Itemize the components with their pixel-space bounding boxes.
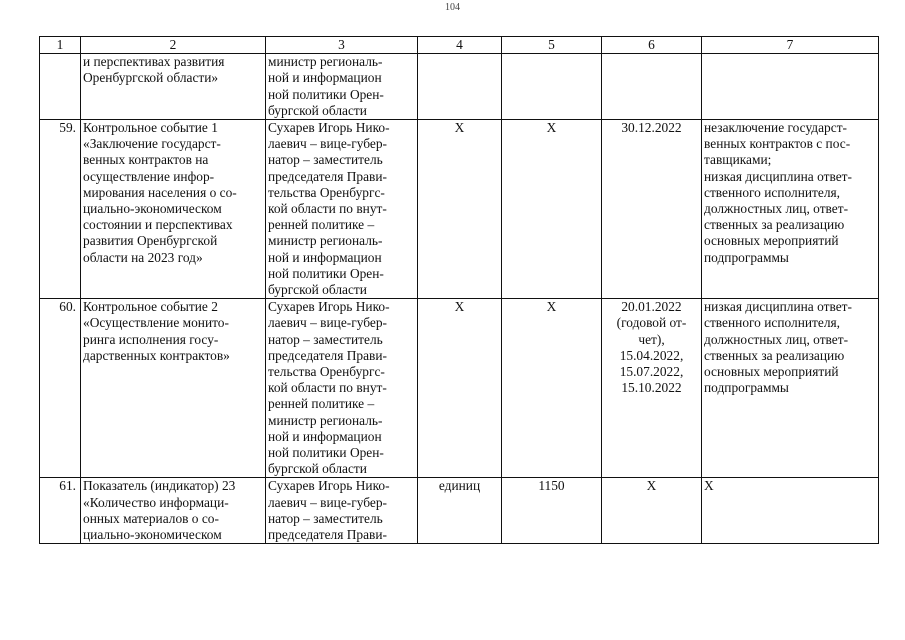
header-cell: 7 xyxy=(702,37,879,54)
responsible-person-line: ренней политике – xyxy=(268,396,375,412)
responsible-person-line: бургской области xyxy=(268,282,367,298)
responsible-person-line: ной политики Орен- xyxy=(268,445,384,461)
table-row xyxy=(40,478,879,544)
risk-cell xyxy=(702,54,879,120)
risk-cell xyxy=(702,120,879,299)
risk-cell-line: ственного исполнителя, xyxy=(704,315,841,331)
date-cell xyxy=(602,478,702,544)
risk-cell-line: подпрограммы xyxy=(704,249,789,265)
date-cell-line: 15.10.2022 xyxy=(621,380,682,396)
page-number: 104 xyxy=(445,2,460,13)
event-description-line: «Количество информаци- xyxy=(83,494,229,510)
unit-cell: Х xyxy=(418,299,502,478)
responsible-person-line: министр региональ- xyxy=(268,233,383,249)
date-cell-line: 30.12.2022 xyxy=(621,120,682,136)
risk-cell-line: Х xyxy=(704,478,714,494)
unit-cell xyxy=(418,54,502,120)
event-description-line: циально-экономическом xyxy=(83,201,222,217)
event-description-line: Контрольное событие 1 xyxy=(83,120,218,136)
event-description-line: венных контрактов на xyxy=(83,152,209,168)
responsible-person-line: ренней политике – xyxy=(268,217,375,233)
event-description xyxy=(81,54,266,120)
risk-cell-line: ственных за реализацию xyxy=(704,217,845,233)
table-row xyxy=(40,120,879,299)
event-description-line: Контрольное событие 2 xyxy=(83,299,218,315)
date-cell-line: чет), xyxy=(638,331,665,347)
responsible-person-line: натор – заместитель xyxy=(268,152,383,168)
event-description-line: мирования населения о со- xyxy=(83,184,237,200)
date-cell xyxy=(602,54,702,120)
responsible-person-line: министр региональ- xyxy=(268,54,383,70)
event-description-line: области на 2023 год» xyxy=(83,249,203,265)
responsible-person-line: Сухарев Игорь Нико- xyxy=(268,478,390,494)
risk-cell-line: незаключение государст- xyxy=(704,120,848,136)
event-description-line: Показатель (индикатор) 23 xyxy=(83,478,236,494)
risk-cell-line: венных контрактов с пос- xyxy=(704,136,851,152)
header-cell: 3 xyxy=(266,37,418,54)
document-table xyxy=(39,36,879,544)
event-description-line: осуществление инфор- xyxy=(83,168,215,184)
header-cell: 1 xyxy=(40,37,81,54)
event-description-line: и перспективах развития xyxy=(83,54,225,70)
risk-cell xyxy=(702,478,879,544)
responsible-person-line: ной и информацион xyxy=(268,249,382,265)
date-cell xyxy=(602,120,702,299)
event-description-line: ринга исполнения госу- xyxy=(83,331,219,347)
event-description-line: циально-экономическом xyxy=(83,527,222,543)
responsible-person-line: лаевич – вице-губер- xyxy=(268,136,387,152)
responsible-person-line: тельства Оренбургс- xyxy=(268,364,385,380)
row-number: 61. xyxy=(40,478,81,544)
responsible-person-line: Сухарев Игорь Нико- xyxy=(268,120,390,136)
event-description-line: «Осуществление монито- xyxy=(83,315,229,331)
risk-cell-line: подпрограммы xyxy=(704,380,789,396)
date-cell-line: 15.07.2022, xyxy=(619,364,684,380)
responsible-person xyxy=(266,120,418,299)
risk-cell-line: должностных лиц, ответ- xyxy=(704,201,849,217)
responsible-person-line: бургской области xyxy=(268,102,367,118)
risk-cell-line: тавщиками; xyxy=(704,152,772,168)
responsible-person-line: министр региональ- xyxy=(268,412,383,428)
table-row xyxy=(40,299,879,478)
event-description-line: состоянии и перспективах xyxy=(83,217,233,233)
value-cell: Х xyxy=(502,299,602,478)
responsible-person-line: кой области по внут- xyxy=(268,380,387,396)
table-header-row xyxy=(40,37,879,54)
header-cell: 4 xyxy=(418,37,502,54)
event-description-line: Оренбургской области» xyxy=(83,70,219,86)
header-cell: 2 xyxy=(81,37,266,54)
date-cell xyxy=(602,299,702,478)
responsible-person-line: ной политики Орен- xyxy=(268,86,384,102)
responsible-person-line: председателя Прави- xyxy=(268,168,387,184)
responsible-person-line: ной политики Орен- xyxy=(268,265,384,281)
date-cell-line: Х xyxy=(646,478,657,494)
risk-cell-line: основных мероприятий xyxy=(704,364,839,380)
responsible-person-line: председателя Прави- xyxy=(268,527,387,543)
date-cell-line: (годовой от- xyxy=(616,315,687,331)
value-cell: Х xyxy=(502,120,602,299)
event-description xyxy=(81,120,266,299)
unit-cell: Х xyxy=(418,120,502,299)
risk-cell-line: ственного исполнителя, xyxy=(704,184,841,200)
responsible-person-line: тельства Оренбургс- xyxy=(268,184,385,200)
event-description xyxy=(81,299,266,478)
row-number: 59. xyxy=(40,120,81,299)
table-row xyxy=(40,54,879,120)
risk-cell-line: основных мероприятий xyxy=(704,233,839,249)
responsible-person-line: ной и информацион xyxy=(268,428,382,444)
responsible-person-line: лаевич – вице-губер- xyxy=(268,315,387,331)
risk-cell-line: ственных за реализацию xyxy=(704,347,845,363)
responsible-person-line: натор – заместитель xyxy=(268,510,383,526)
responsible-person xyxy=(266,299,418,478)
responsible-person-line: кой области по внут- xyxy=(268,201,387,217)
event-description-line: дарственных контрактов» xyxy=(83,347,230,363)
unit-cell: единиц xyxy=(418,478,502,544)
responsible-person-line: Сухарев Игорь Нико- xyxy=(268,299,390,315)
responsible-person-line: председателя Прави- xyxy=(268,347,387,363)
row-number xyxy=(40,54,81,120)
responsible-person-line: бургской области xyxy=(268,461,367,477)
risk-cell-line: низкая дисциплина ответ- xyxy=(704,299,852,315)
responsible-person-line: ной и информацион xyxy=(268,70,382,86)
responsible-person-line: натор – заместитель xyxy=(268,331,383,347)
event-description xyxy=(81,478,266,544)
value-cell xyxy=(502,54,602,120)
value-cell: 1150 xyxy=(502,478,602,544)
date-cell-line: 15.04.2022, xyxy=(619,347,684,363)
header-cell: 6 xyxy=(602,37,702,54)
risk-cell-line: должностных лиц, ответ- xyxy=(704,331,849,347)
risk-cell xyxy=(702,299,879,478)
risk-cell-line: низкая дисциплина ответ- xyxy=(704,168,852,184)
responsible-person-line: лаевич – вице-губер- xyxy=(268,494,387,510)
responsible-person xyxy=(266,478,418,544)
event-description-line: «Заключение государст- xyxy=(83,136,221,152)
row-number: 60. xyxy=(40,299,81,478)
responsible-person xyxy=(266,54,418,120)
event-description-line: развития Оренбургской xyxy=(83,233,218,249)
event-description-line: онных материалов о со- xyxy=(83,510,219,526)
date-cell-line: 20.01.2022 xyxy=(621,299,682,315)
header-cell: 5 xyxy=(502,37,602,54)
